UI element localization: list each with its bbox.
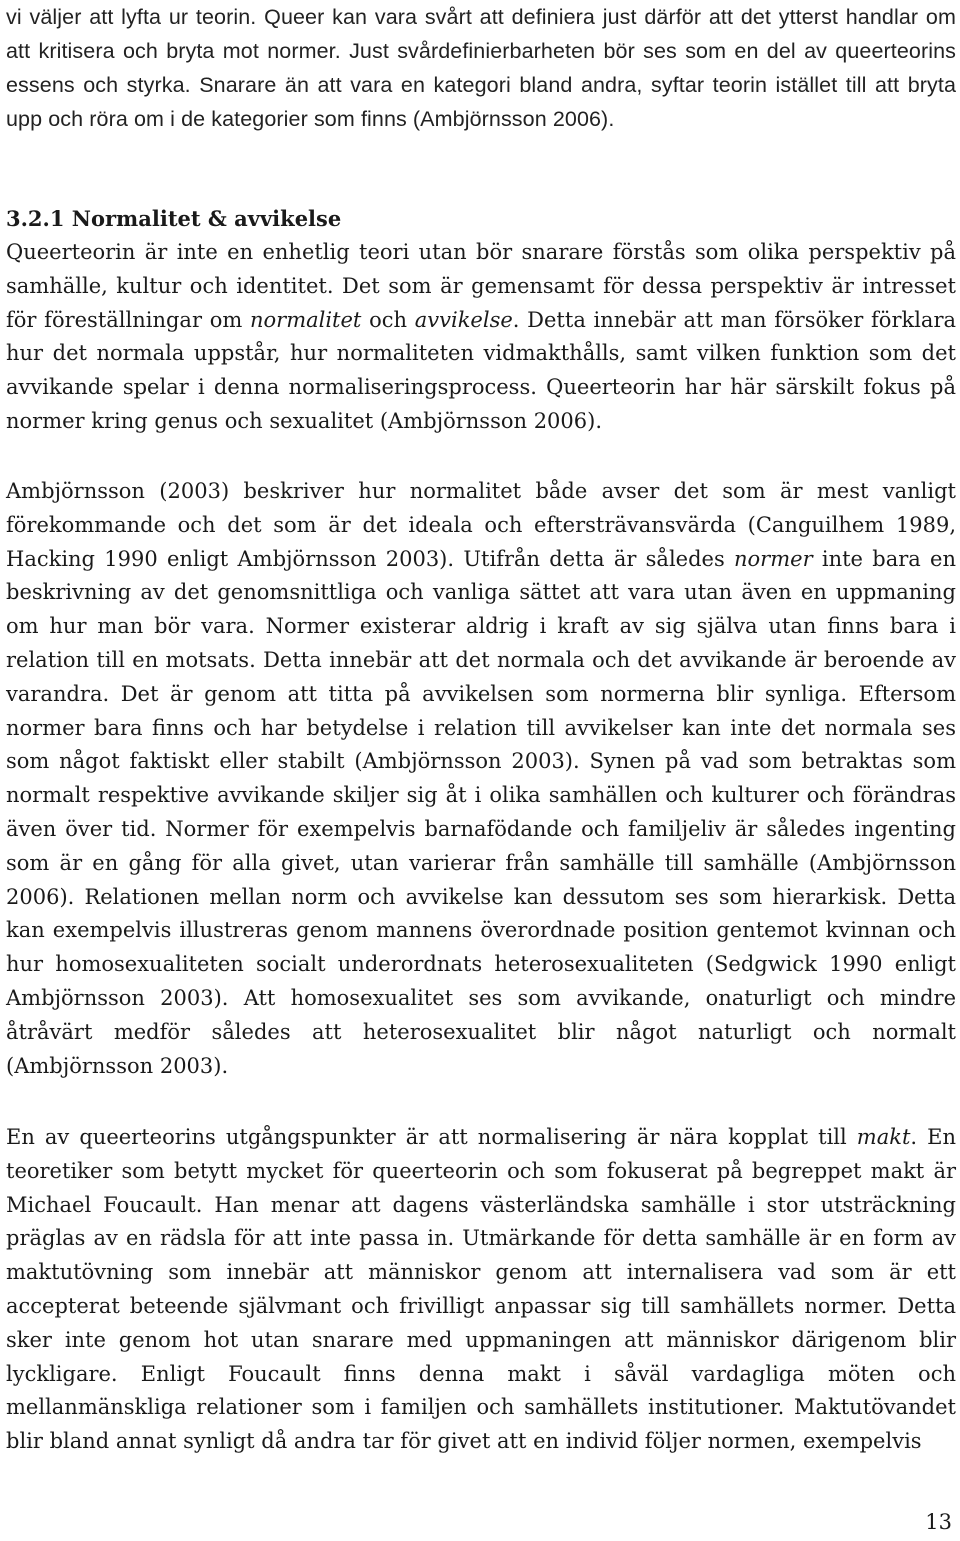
term-makt: makt: [856, 1125, 911, 1149]
paragraph-text: Ambjörnsson (2003) beskriver hur normalitet både avser det som är mest vanligt förekommande och det som är det ideala och eftersträvansvärda (Canguilhem 1989, Hacking 1990 enligt Ambjörnsson 2003). Utifrån detta är således: [6, 479, 956, 571]
ambjornsson-paragraph: [6, 475, 956, 1083]
intro-paragraph: vi väljer att lyfta ur teorin. Queer kan vara svårt att definiera just därför att det ytterst handlar om att kritisera och bryta mot normer. Just svårdefinierbarheten bör ses som en del av queerteorins essens och styrka. Snarare än att vara en kategori bland andra, syftar teorin istället till att bryta upp och röra om i de kategorier som finns (Ambjörnsson 2006).: [6, 5, 956, 131]
section-paragraph: [6, 236, 956, 439]
paragraph-text: . En teoretiker som betytt mycket för queerteorin och som fokuserat på begreppet makt är Michael Foucault. Han menar att dagens västerländska samhälle i stor utsträckning präglas av en rädsla för att inte passa in. Utmärkande för detta samhälle är en form av maktutövning som innebär att människor genom att internalisera vad som är ett accepterat beteende självmant och frivilligt anpassar sig till samhällets normer. Detta sker inte genom hot utan snarare med uppmaningen att människor därigenom blir lyckligare. Enligt Foucault finns denna makt i såväl vardagliga möten och mellanmänskliga relationer som i familjen och samhällets institutioner. Maktutövandet blir bland annat synligt då andra tar för givet att en individ följer normen, exempelvis: [6, 1125, 956, 1454]
paragraph-text: och: [361, 307, 415, 332]
term-normalitet: normalitet: [249, 307, 362, 332]
foucault-paragraph: [6, 1121, 956, 1459]
paragraph-text: Queerteorin är inte en enhetlig teori utan bör snarare förstås som olika perspektiv på samhälle, kultur och identitet. Det som är gemensamt för dessa perspektiv är intresset för föreställningar om: [6, 240, 956, 332]
paragraph-text: . Detta innebär att man försöker förklara hur det normala uppstår, hur normaliteten vidmakthålls, samt vilken funktion som det avvikande spelar i denna normaliseringsprocess. Queerteorin har här särskilt fokus på normer kring genus och sexualitet (Ambjörnsson 2006).: [6, 307, 957, 433]
paragraph-text: En av queerteorins utgångspunkter är att normalisering är nära kopplat till: [6, 1125, 857, 1149]
paragraph-text: inte bara en beskrivning av det genomsnittliga och vanliga sättet att vara utan även en uppmaning om hur man bör vara. Normer existerar aldrig i kraft av sig själva utan finns bara i relation till en motsats. Detta innebär att det normala och det avvikande är beroende av varandra. Det är genom att titta på avvikelsen som normerna blir synliga. Eftersom normer bara finns och har betydelse i relation till avvikelser kan inte det normala ses som något faktiskt eller stabilt (Ambjörnsson 2003). Synen på vad som betraktas som normalt respektive avvikande skiljer sig åt i olika samhällen och kulturer och förändras även över tid. Normer för exempelvis barnafödande och familjeliv är således ingenting som är en gång för alla givet, utan varierar från samhälle till samhälle (Ambjörnsson 2006). Relationen mellan norm och avvikelse kan dessutom ses som hierarkisk. Detta kan exempelvis illustreras genom mannens överordnade position gentemot kvinnan och hur homosexualiteten socialt underordnats heterosexualiteten (Sedgwick 1990 enligt Ambjörnsson 2003). Att homosexualitet ses som avvikande, onaturligt och mindre åtråvärt medför således att heterosexualitet blir något naturligt och normalt (Ambjörnsson 2003).: [6, 546, 956, 1078]
term-avvikelse: avvikelse: [414, 307, 513, 332]
section-heading: 3.2.1 Normalitet & avvikelse: [6, 206, 342, 231]
page-number: 13: [925, 1510, 952, 1534]
term-normer: normer: [734, 546, 813, 571]
